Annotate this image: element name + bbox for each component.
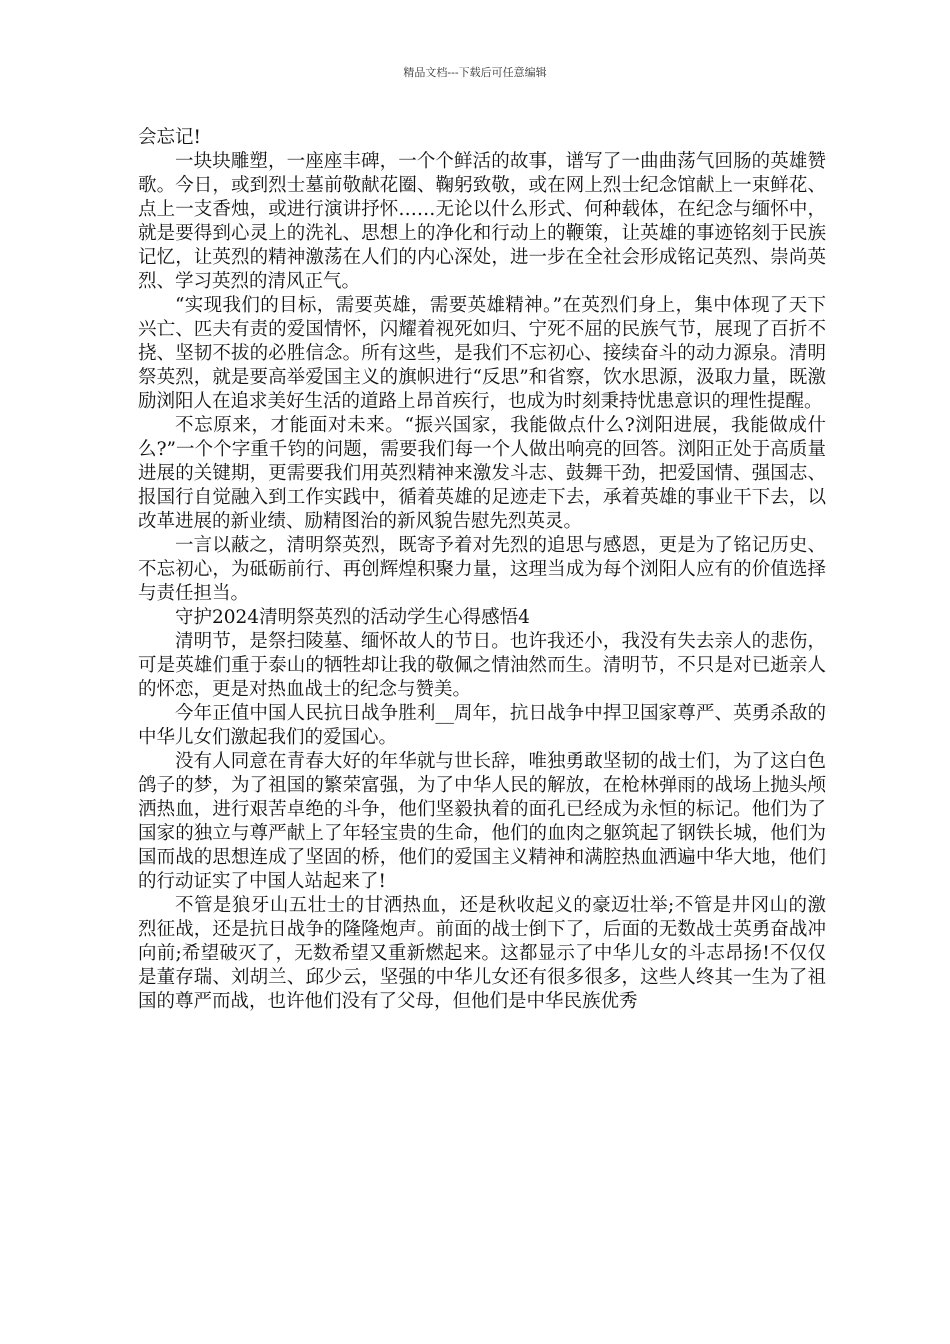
page-header: 精品文档---下载后可任意编辑 — [403, 66, 547, 79]
paragraph: 今年正值中国人民抗日战争胜利__周年，抗日战争中捍卫国家尊严、英勇杀敌的中华儿女们激起我们的爱国心。 — [138, 703, 826, 748]
paragraph: 一块块雕塑，一座座丰碑，一个个鲜活的故事，谱写了一曲曲荡气回肠的英雄赞歌。今日，或到烈士墓前敬献花圈、鞠躬致敬，或在网上烈士纪念馆献上一束鲜花、点上一支香烛，或进行演讲抒怀……无论以什么形式、何种载体，在纪念与缅怀中，就是要得到心灵上的洗礼、思想上的净化和行动上的鞭策，让英雄的事迹铭刻于民族记忆，让英烈的精神激荡在人们的内心深处，进一步在全社会形成铭记英烈、崇尚英烈、学习英烈的清风正气。 — [138, 151, 826, 292]
paragraph: 一言以蔽之，清明祭英烈，既寄予着对先烈的追思与感恩，更是为了铭记历史、不忘初心，为砥砺前行、再创辉煌积聚力量，这理当成为每个浏阳人应有的价值选择与责任担当。 — [138, 535, 826, 604]
document-body — [138, 126, 826, 1014]
section-title: 守护2024清明祭英烈的活动学生心得感悟4 — [175, 607, 530, 628]
paragraph: 不管是狼牙山五壮士的甘洒热血，还是秋收起义的豪迈壮举;不管是井冈山的激烈征战，还是抗日战争的隆隆炮声。前面的战士倒下了，后面的无数战士英勇奋战冲向前;希望破灭了，无数希望又重新燃起来。这都显示了中华儿女的斗志昂扬!不仅仅是董存瑞、刘胡兰、邱少云，坚强的中华儿女还有很多很多，这些人终其一生为了祖国的尊严而战，也许他们没有了父母，但他们是中华民族优秀 — [138, 895, 826, 1012]
paragraph: 不忘原来，才能面对未来。“振兴国家，我能做点什么?浏阳进展，我能做成什么?”一个个字重千钧的问题，需要我们每一个人做出响亮的回答。浏阳正处于高质量进展的关键期，更需要我们用英烈精神来激发斗志、鼓舞干劲，把爱国情、强国志、报国行自觉融入到工作实践中，循着英雄的足迹走下去，承着英雄的事业干下去，以改革进展的新业绩、励精图治的新风貌告慰先烈英灵。 — [138, 415, 826, 532]
paragraph: 没有人同意在青春大好的年华就与世长辞，唯独勇敢坚韧的战士们，为了这白色鸽子的梦，为了祖国的繁荣富强，为了中华人民的解放，在枪林弹雨的战场上抛头颅洒热血，进行艰苦卓绝的斗争，他们坚毅执着的面孔已经成为永恒的标记。他们为了国家的独立与尊严献上了年轻宝贵的生命，他们的血肉之躯筑起了钢铁长城，他们为国而战的思想连成了坚固的桥，他们的爱国主义精神和满腔热血洒遍中华大地，他们的行动证实了中国人站起来了! — [138, 751, 826, 892]
paragraph: “实现我们的目标，需要英雄，需要英雄精神。”在英烈们身上，集中体现了天下兴亡、匹夫有责的爱国情怀，闪耀着视死如归、宁死不屈的民族气节，展现了百折不挠、坚韧不拔的必胜信念。所有这些，是我们不忘初心、接续奋斗的动力源泉。清明祭英烈，就是要高举爱国主义的旗帜进行“反思”和省察，饮水思源，汲取力量，既激励浏阳人在追求美好生活的道路上昂首疾行，也成为时刻秉持忧患意识的理性提醒。 — [138, 295, 826, 412]
paragraph: 清明节，是祭扫陵墓、缅怀故人的节日。也许我还小，我没有失去亲人的悲伤，可是英雄们重于泰山的牺牲却让我的敬佩之情油然而生。清明节，不只是对已逝亲人的怀恋，更是对热血战士的纪念与赞美。 — [138, 631, 826, 700]
paragraph: 会忘记! — [138, 127, 201, 148]
